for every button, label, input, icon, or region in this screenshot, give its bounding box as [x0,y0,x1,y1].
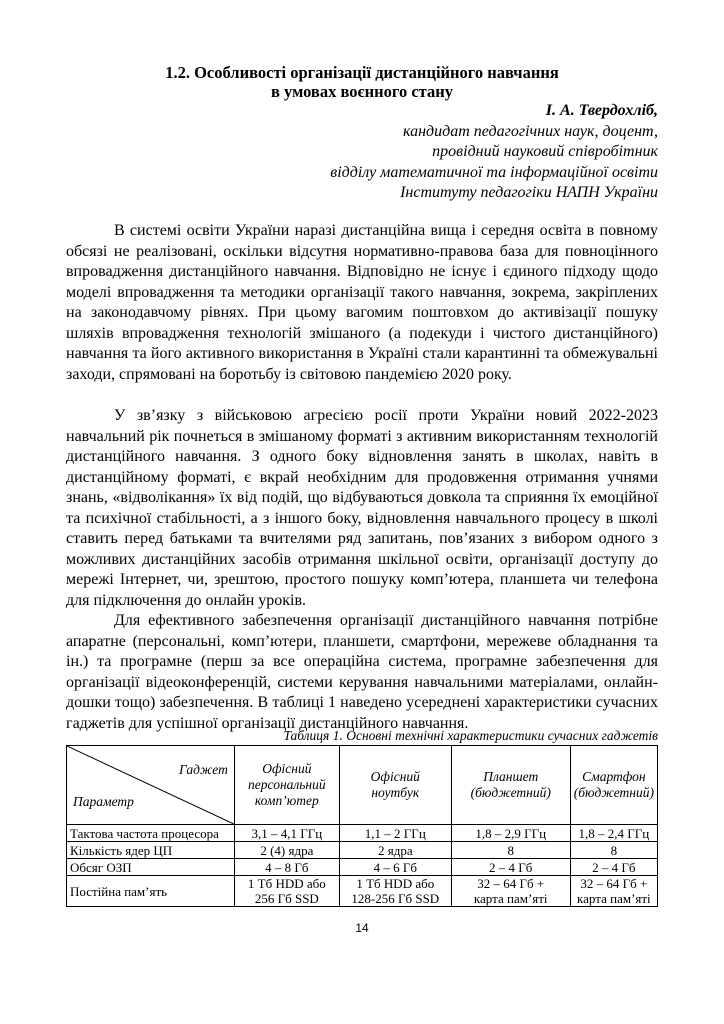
header-line: (бюджетний) [573,785,654,800]
table-cell: 2 (4) ядра [234,842,339,859]
author-block [330,101,658,204]
table-cell [451,876,570,907]
table-row [67,825,658,842]
specs-table [66,745,658,907]
header-line: (бюджетний) [470,785,551,800]
table-cell [234,876,339,907]
row-label: Кількість ядер ЦП [67,842,235,859]
table-corner-cell [67,746,235,825]
table-cell: 2 ядра [339,842,451,859]
cell-line: 1 Тб HDD або [247,876,326,891]
cell-line: карта пам’яті [577,891,651,906]
paragraph-1 [66,221,658,385]
table-row [67,842,658,859]
table-cell: 4 – 6 Гб [339,859,451,876]
section-title-line2: в умовах воєнного стану [271,82,453,101]
table-cell: 8 [570,842,657,859]
table-row [67,859,658,876]
paragraph-text: У зв’язку з військовою агресією росії проти України новий 2022-2023 навчальний рік почнеться в змішаному форматі з активним використанням технологій дистанційного навчання. З одного боку відновлення занять в школах, навіть в дистанційному форматі, є вкрай необхідним для продовження отримання учнями знань, «відволікання» їх від подій, що відбуваються довкола та сприяння їх емоційної та психічної стабільності, а з іншого боку, відновлення навчального процесу в школі ставить перед батьками та вчителями ряд запитань, пов’язаних з вибором одного з можливих дистанційних засобів отримання шкільної освіти, організації доступу до мережі Інтернет, чи, зрештою, простого пошуку комп’ютера, планшета чи телефона для підключення до онлайн уроків. [66,407,658,609]
table-cell [570,876,657,907]
cell-line: 32 – 64 Гб + [477,876,545,891]
table-cell: 1,8 – 2,9 ГГц [451,825,570,842]
diagonal-divider [67,746,234,824]
corner-gadget-label: Гаджет [178,762,228,777]
header-line: Планшет [483,769,539,784]
paragraph-text: В системі освіти України наразі дистанційна вища і середня освіта в повному обсязі не реалізовані, оскільки відсутня нормативно-правова база для повноцінного впровадження дистанційного навчання. Відповідно не існує і єдиного підходу щодо моделі впровадження та методики організації такого навчання, зокрема, закріплених на законодавчому рівнях. При цьому вагомим поштовхом до активізації пошуку шляхів впровадження технологій змішаного (а подекуди і чистого дистанційного) навчання та його активного використання в Україні стали карантинні та обмежувальні заходи, спрямовані на боротьбу із світовою пандемією 2020 року. [66,222,658,383]
table-cell: 4 – 8 Гб [234,859,339,876]
cell-line: 128-256 Гб SSD [351,891,440,906]
table-cell: 2 – 4 Гб [570,859,657,876]
paragraph-3 [66,611,658,734]
header-line: Смартфон [582,769,646,784]
row-label: Обсяг ОЗП [67,859,235,876]
cell-line: карта пам’яті [473,891,548,906]
table-cell: 8 [451,842,570,859]
author-name: І. А. Твердохліб, [545,102,658,119]
corner-parameter-label: Параметр [73,794,134,809]
cell-line: 1 Тб HDD або [356,876,435,891]
table-cell: 3,1 – 4,1 ГГц [234,825,339,842]
section-title [0,63,724,101]
cell-line: 256 Гб SSD [254,891,319,906]
column-header-tablet [451,746,570,825]
page-number: 14 [355,921,369,935]
header-line: комп’ютер [254,793,319,808]
header-line: Офісний [370,769,420,784]
table-cell: 2 – 4 Гб [451,859,570,876]
header-line: Офісний [262,761,312,776]
paragraph-text: Для ефективного забезпечення організації дистанційного навчання потрібне апаратне (персональні, комп’ютери, планшети, смартфони, мережеве обладнання та ін.) та програмне (перш за все операційна система, програмне забезпечення для організації відеоконференцій, системи керування навчальними матеріалами, онлайн-дошки тощо) забезпечення. В таблиці 1 наведено усереднені характеристики сучасних гаджетів для успішної організації дистанційного навчання. [66,612,658,732]
table-header-row [67,746,658,825]
table-cell: 1,8 – 2,4 ГГц [570,825,657,842]
header-line: персональний [248,777,326,792]
paragraph-2 [66,406,658,611]
section-title-line1: 1.2. Особливості організації дистанційного навчання [165,63,559,82]
table-caption: Таблиця 1. Основні технічні характеристики сучасних гаджетів [283,728,658,743]
header-line: ноутбук [371,785,420,800]
table-cell: 1,1 – 2 ГГц [339,825,451,842]
table-row [67,876,658,907]
row-label: Тактова частота процесора [67,825,235,842]
author-position: провідний науковий співробітник [432,143,658,160]
author-institute: Інституту педагогіки НАПН України [400,184,658,201]
row-label: Постійна пам’ять [67,876,235,907]
column-header-smartphone [570,746,657,825]
cell-line: 32 – 64 Гб + [580,876,648,891]
author-degree: кандидат педагогічних наук, доцент, [403,122,658,140]
table-cell [339,876,451,907]
column-header-office-laptop [339,746,451,825]
author-department: відділу математичної та інформаційної освіти [330,163,658,181]
column-header-office-pc [234,746,339,825]
